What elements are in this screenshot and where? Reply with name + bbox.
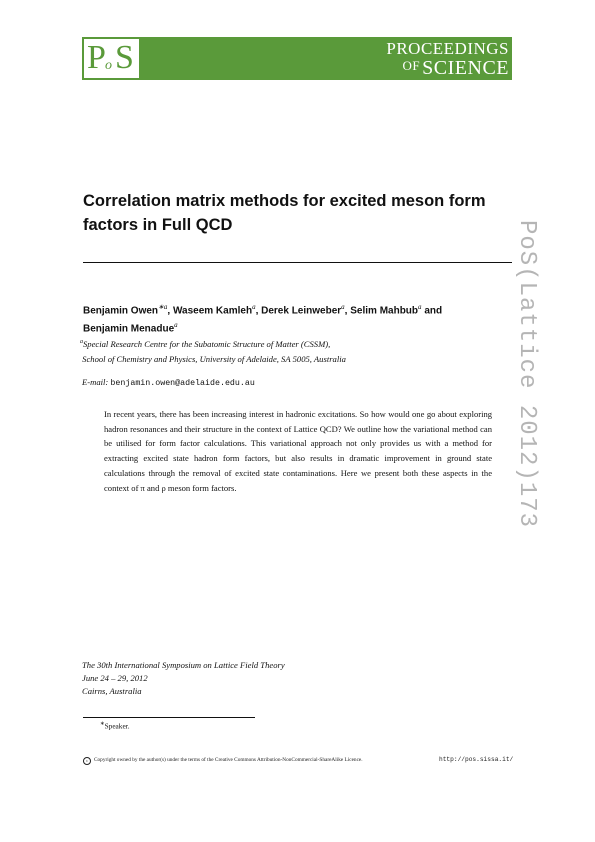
banner-of-science [403, 57, 509, 80]
author-sup: a [252, 303, 256, 311]
footnote-rule [83, 717, 255, 718]
affiliation [80, 335, 520, 367]
email-line [82, 377, 255, 388]
paper-title: Correlation matrix methods for excited meson form factors in Full QCD [83, 192, 486, 234]
email-label: E-mail: [82, 377, 109, 387]
license-text: Copyright owned by the author(s) under the terms of the Creative Commons Attribution-NonCommercial-ShareAlike Licence. [94, 757, 363, 763]
pos-logo [84, 39, 139, 78]
footnote [100, 721, 130, 730]
footnote-mark: ∗ [100, 721, 105, 727]
pos-logo-o: o [105, 58, 112, 73]
conference-name: The 30th International Symposium on Lattice Field Theory [82, 660, 285, 670]
pos-url-link[interactable]: http://pos.sissa.it/ [439, 756, 514, 763]
footnote-text: Speaker. [104, 721, 130, 731]
banner-proceedings: PROCEEDINGS [386, 39, 509, 58]
pos-logo-s: S [115, 39, 134, 76]
pos-logo-p: P [87, 39, 106, 76]
author-sup: a [174, 321, 178, 330]
title-rule [83, 262, 512, 263]
conference-dates: June 24 – 29, 2012 [82, 673, 148, 683]
author-sup: a [341, 303, 345, 311]
license-line [83, 757, 363, 765]
abstract: In recent years, there has been increasing interest in hadronic excitations. So how would one go about exploring hadron resonances and their structure in the context of Lattice QCD? We outline how the variational method can be utilised for form factor calculations. This variational approach not only provides us with a method for extracting excited state hadron form factors, but also results in dramatic improvement in ground state calculations through the removal of excited state contaminations. Here we present both these aspects in the context of π and ρ meson form factors. [104, 409, 492, 493]
author-name: Benjamin Menadue [83, 323, 175, 335]
banner-science: SCIENCE [422, 57, 509, 79]
side-identifier-text: PoS(Lattice 2012)173 [513, 220, 540, 529]
affiliation-sup: a [80, 339, 83, 345]
copyright-icon: c [83, 757, 91, 765]
author-name: Selim Mahbub [350, 305, 419, 317]
author-name: Derek Leinweber [261, 305, 342, 317]
conference-location: Cairns, Australia [82, 686, 142, 696]
email-address-link[interactable]: benjamin.owen@adelaide.edu.au [110, 379, 255, 388]
conference-info [82, 659, 285, 698]
author-sup: ∗a [158, 303, 168, 311]
affiliation-line2: School of Chemistry and Physics, University of Adelaide, SA 5005, Australia [82, 353, 346, 364]
authors-and: and [424, 305, 443, 317]
affiliation-line1: Special Research Centre for the Subatomic Structure of Matter (CSSM), [83, 338, 331, 349]
author-list: Benjamin Owen$^{∗a}$, Waseem Kamleh$^a$, Derek Leinweber$^a$, Selim Mahbub$^a$ and Benjamin Menadue$^a$ [83, 303, 443, 335]
side-identifier [513, 220, 574, 580]
author-sup: a [418, 303, 422, 311]
banner-of: OF [402, 58, 421, 73]
author-name: Benjamin Owen [83, 305, 159, 317]
author-name: Waseem Kamleh [172, 305, 253, 317]
